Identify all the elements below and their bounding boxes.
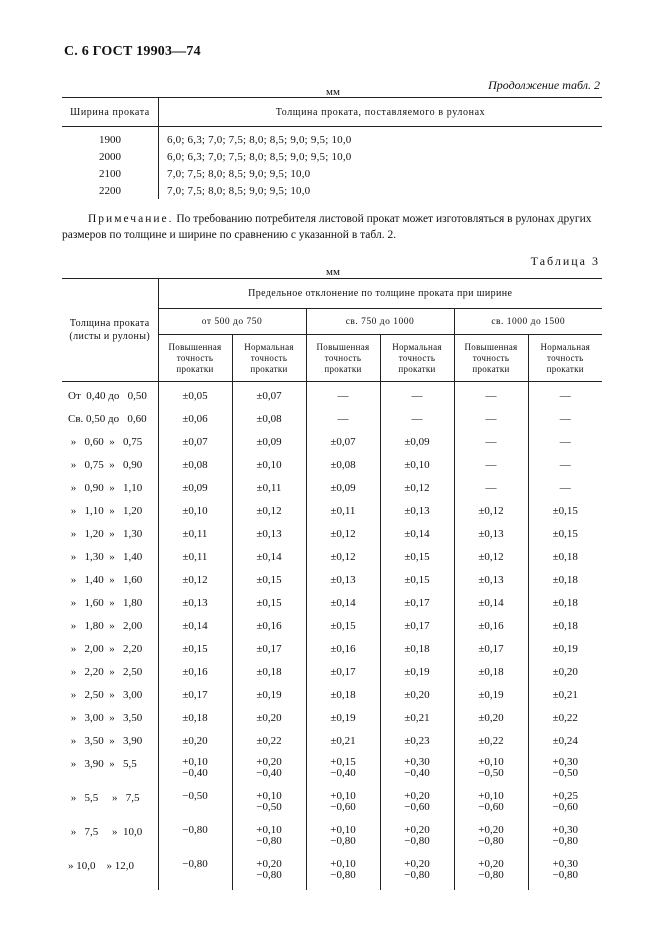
deviation-cell: ±0,21 xyxy=(552,689,578,701)
table3-header-row-1 xyxy=(62,279,602,309)
thickness-cell: » 2,20 » 2,50 xyxy=(62,662,158,685)
table2-thickness-cell: 6,0; 6,3; 7,0; 7,5; 8,0; 8,5; 9,0; 9,5; 10,0 xyxy=(167,133,352,146)
deviation-cell: ±0,15 xyxy=(552,505,578,517)
thickness-cell: » 1,10 » 1,20 xyxy=(62,501,158,524)
thickness-cell: » 1,30 » 1,40 xyxy=(62,547,158,570)
deviation-cell: ±0,14 xyxy=(232,547,306,570)
table-row xyxy=(62,182,602,199)
table3-max-deviation-header: Предельное отклонение по толщине проката при ширине xyxy=(158,279,602,309)
table3-subheader-normal: Нормальная точность прокатки xyxy=(528,335,602,382)
deviation-cell: +0,20 −0,40 xyxy=(232,754,306,788)
deviation-cell: — xyxy=(559,436,571,448)
deviation-cell: ±0,17 xyxy=(380,616,454,639)
note-text: По требованию потребителя листовой прокат может изготовляться в рулонах других размеров по толщине и ширине по сравнению с указанной в табл. 2. xyxy=(62,213,592,241)
table-row xyxy=(62,662,602,685)
deviation-cell: ±0,18 xyxy=(380,639,454,662)
deviation-cell: ±0,21 xyxy=(380,708,454,731)
table-row xyxy=(62,639,602,662)
table3-range-header: от 500 до 750 xyxy=(158,309,306,335)
table2 xyxy=(62,97,602,199)
deviation-cell: +0,30 −0,50 xyxy=(552,756,578,779)
table-row xyxy=(62,685,602,708)
table-row xyxy=(62,409,602,432)
deviation-cell: ±0,17 xyxy=(380,593,454,616)
table-row xyxy=(62,731,602,754)
deviation-cell: +0,10 −0,80 xyxy=(306,822,380,856)
deviation-cell: ±0,19 xyxy=(380,662,454,685)
deviation-cell: — xyxy=(559,413,571,425)
deviation-cell: ±0,22 xyxy=(232,731,306,754)
thickness-cell: » 1,80 » 2,00 xyxy=(62,616,158,639)
table3-range-header: св. 1000 до 1500 xyxy=(454,309,602,335)
deviation-cell: ±0,13 xyxy=(380,501,454,524)
deviation-cell: ±0,19 xyxy=(232,685,306,708)
deviation-cell: ±0,14 xyxy=(158,616,232,639)
thickness-cell: » 5,5 » 7,5 xyxy=(62,788,158,822)
deviation-cell: ±0,07 xyxy=(232,386,306,409)
thickness-cell: » 2,00 » 2,20 xyxy=(62,639,158,662)
deviation-cell: +0,10 −0,50 xyxy=(232,788,306,822)
deviation-cell: ±0,16 xyxy=(306,639,380,662)
deviation-cell: — xyxy=(306,409,380,432)
table3-title: Таблица 3 xyxy=(530,254,600,268)
deviation-cell: ±0,12 xyxy=(454,501,528,524)
deviation-cell: — xyxy=(454,432,528,455)
deviation-cell: +0,30 −0,80 xyxy=(552,858,578,881)
table-row xyxy=(62,524,602,547)
deviation-cell: ±0,18 xyxy=(232,662,306,685)
deviation-cell: ±0,07 xyxy=(158,432,232,455)
deviation-cell: ±0,19 xyxy=(454,685,528,708)
deviation-cell: ±0,20 xyxy=(380,685,454,708)
deviation-cell: ±0,09 xyxy=(158,478,232,501)
table2-width-cell: 2100 xyxy=(62,165,159,182)
thickness-cell: » 7,5 » 10,0 xyxy=(62,822,158,856)
deviation-cell: +0,15 −0,40 xyxy=(306,754,380,788)
deviation-cell: ±0,08 xyxy=(158,455,232,478)
page-title: С. 6 ГОСТ 19903—74 xyxy=(64,44,201,59)
deviation-cell: ±0,19 xyxy=(552,643,578,655)
deviation-cell: ±0,15 xyxy=(552,528,578,540)
table2-thickness-cell: 7,0; 7,5; 8,0; 8,5; 9,0; 9,5; 10,0 xyxy=(167,167,311,180)
deviation-cell: ±0,18 xyxy=(552,551,578,563)
deviation-cell: ±0,15 xyxy=(158,639,232,662)
thickness-cell: » 3,90 » 5,5 xyxy=(62,754,158,788)
table2-width-cell: 2000 xyxy=(62,148,159,165)
table-row xyxy=(62,455,602,478)
table2-thickness-cell: 6,0; 6,3; 7,0; 7,5; 8,0; 8,5; 9,0; 9,5; 10,0 xyxy=(167,150,352,163)
table-row xyxy=(62,501,602,524)
table-row xyxy=(62,856,602,890)
deviation-cell: ±0,20 xyxy=(552,666,578,678)
unit-label-table2: мм xyxy=(326,86,340,98)
thickness-cell: » 2,50 » 3,00 xyxy=(62,685,158,708)
deviation-cell: — xyxy=(454,409,528,432)
table2-body xyxy=(62,127,602,200)
table-row xyxy=(62,708,602,731)
table2-header-thickness: Толщина проката, поставляемого в рулонах xyxy=(159,98,603,127)
deviation-cell: — xyxy=(380,409,454,432)
deviation-cell: ±0,15 xyxy=(232,570,306,593)
deviation-cell: ±0,18 xyxy=(552,597,578,609)
table-row xyxy=(62,386,602,409)
deviation-cell: ±0,13 xyxy=(232,524,306,547)
note-label: Примечание. xyxy=(88,213,174,225)
deviation-cell: +0,10 −0,80 xyxy=(232,822,306,856)
table3 xyxy=(62,278,602,890)
thickness-cell: » 0,90 » 1,10 xyxy=(62,478,158,501)
table-row xyxy=(62,127,602,149)
thickness-cell: » 1,40 » 1,60 xyxy=(62,570,158,593)
deviation-cell: ±0,08 xyxy=(306,455,380,478)
note xyxy=(62,211,602,243)
deviation-cell: ±0,12 xyxy=(232,501,306,524)
table-row xyxy=(62,754,602,788)
deviation-cell: ±0,19 xyxy=(306,708,380,731)
deviation-cell: ±0,18 xyxy=(306,685,380,708)
deviation-cell: ±0,20 xyxy=(454,708,528,731)
deviation-cell: ±0,14 xyxy=(454,593,528,616)
deviation-cell: +0,25 −0,60 xyxy=(552,790,578,813)
deviation-cell: ±0,15 xyxy=(232,593,306,616)
table3-subheader-increased: Повышенная точность прокатки xyxy=(454,335,528,382)
deviation-cell: ±0,14 xyxy=(380,524,454,547)
table3-range-header: св. 750 до 1000 xyxy=(306,309,454,335)
deviation-cell: — xyxy=(454,455,528,478)
thickness-cell: » 1,20 » 1,30 xyxy=(62,524,158,547)
deviation-cell: ±0,15 xyxy=(380,547,454,570)
thickness-cell: От 0,40 до 0,50 xyxy=(62,386,158,409)
deviation-cell: ±0,12 xyxy=(454,547,528,570)
deviation-cell: — xyxy=(454,478,528,501)
deviation-cell: ±0,15 xyxy=(306,616,380,639)
deviation-cell: — xyxy=(454,386,528,409)
deviation-cell: — xyxy=(380,386,454,409)
deviation-cell: −0,80 xyxy=(158,856,232,890)
table-row xyxy=(62,547,602,570)
deviation-cell: ±0,16 xyxy=(158,662,232,685)
deviation-cell: ±0,10 xyxy=(158,501,232,524)
deviation-cell: ±0,07 xyxy=(306,432,380,455)
deviation-cell: ±0,18 xyxy=(454,662,528,685)
table-row xyxy=(62,616,602,639)
table-row xyxy=(62,148,602,165)
table-row xyxy=(62,570,602,593)
deviation-cell: ±0,09 xyxy=(380,432,454,455)
deviation-cell: +0,20 −0,80 xyxy=(380,856,454,890)
deviation-cell: ±0,22 xyxy=(552,712,578,724)
deviation-cell: ±0,20 xyxy=(158,731,232,754)
table3-subheader-normal: Нормальная точность прокатки xyxy=(380,335,454,382)
thickness-cell: » 3,50 » 3,90 xyxy=(62,731,158,754)
deviation-cell: +0,10 −0,40 xyxy=(158,754,232,788)
thickness-cell: » 0,60 » 0,75 xyxy=(62,432,158,455)
thickness-cell: » 3,00 » 3,50 xyxy=(62,708,158,731)
deviation-cell: ±0,10 xyxy=(380,455,454,478)
deviation-cell: ±0,21 xyxy=(306,731,380,754)
table2-width-cell: 2200 xyxy=(62,182,159,199)
deviation-cell: ±0,05 xyxy=(158,386,232,409)
deviation-cell: +0,20 −0,80 xyxy=(232,856,306,890)
deviation-cell: ±0,11 xyxy=(158,524,232,547)
deviation-cell: ±0,12 xyxy=(158,570,232,593)
table2-thickness-cell: 7,0; 7,5; 8,0; 8,5; 9,0; 9,5; 10,0 xyxy=(167,184,311,197)
deviation-cell: ±0,11 xyxy=(306,501,380,524)
deviation-cell: ±0,20 xyxy=(232,708,306,731)
table-row xyxy=(62,593,602,616)
deviation-cell: — xyxy=(559,482,571,494)
deviation-cell: +0,10 −0,60 xyxy=(306,788,380,822)
table3-subheader-increased: Повышенная точность прокатки xyxy=(158,335,232,382)
deviation-cell: ±0,13 xyxy=(306,570,380,593)
deviation-cell: ±0,17 xyxy=(306,662,380,685)
deviation-cell: ±0,22 xyxy=(454,731,528,754)
table3-subheader-increased: Повышенная точность прокатки xyxy=(306,335,380,382)
deviation-cell: — xyxy=(559,459,571,471)
deviation-cell: ±0,11 xyxy=(158,547,232,570)
table-row xyxy=(62,478,602,501)
table3-subheader-normal: Нормальная точность прокатки xyxy=(232,335,306,382)
table2-header-width: Ширина проката xyxy=(62,98,159,127)
deviation-cell: +0,20 −0,80 xyxy=(380,822,454,856)
deviation-cell: +0,10 −0,60 xyxy=(454,788,528,822)
deviation-cell: +0,10 −0,50 xyxy=(454,754,528,788)
deviation-cell: ±0,08 xyxy=(232,409,306,432)
deviation-cell: — xyxy=(306,386,380,409)
deviation-cell: ±0,09 xyxy=(306,478,380,501)
deviation-cell: ±0,24 xyxy=(552,735,578,747)
deviation-cell: ±0,12 xyxy=(380,478,454,501)
deviation-cell: +0,20 −0,80 xyxy=(454,822,528,856)
deviation-cell: −0,80 xyxy=(158,822,232,856)
thickness-cell: » 1,60 » 1,80 xyxy=(62,593,158,616)
deviation-cell: ±0,11 xyxy=(232,478,306,501)
table3-thickness-header: Толщина проката (листы и рулоны) xyxy=(62,279,158,382)
deviation-cell: ±0,15 xyxy=(380,570,454,593)
table-row xyxy=(62,788,602,822)
deviation-cell: ±0,13 xyxy=(454,570,528,593)
deviation-cell: ±0,12 xyxy=(306,547,380,570)
deviation-cell: +0,20 −0,80 xyxy=(454,856,528,890)
deviation-cell: ±0,17 xyxy=(232,639,306,662)
deviation-cell: ±0,10 xyxy=(232,455,306,478)
thickness-cell: Св. 0,50 до 0,60 xyxy=(62,409,158,432)
thickness-cell: » 0,75 » 0,90 xyxy=(62,455,158,478)
table3-body xyxy=(62,382,602,891)
deviation-cell: — xyxy=(559,390,571,402)
deviation-cell: ±0,16 xyxy=(454,616,528,639)
deviation-cell: ±0,18 xyxy=(552,574,578,586)
table-row xyxy=(62,432,602,455)
deviation-cell: ±0,13 xyxy=(158,593,232,616)
deviation-cell: +0,20 −0,60 xyxy=(380,788,454,822)
deviation-cell: +0,10 −0,80 xyxy=(306,856,380,890)
deviation-cell: ±0,16 xyxy=(232,616,306,639)
table2-header-row xyxy=(62,98,602,127)
table-row xyxy=(62,822,602,856)
deviation-cell: ±0,09 xyxy=(232,432,306,455)
deviation-cell: +0,30 −0,80 xyxy=(552,824,578,847)
table-row xyxy=(62,165,602,182)
table2-width-cell: 1900 xyxy=(62,127,159,149)
table2-continuation-label: Продолжение табл. 2 xyxy=(488,78,600,92)
deviation-cell: ±0,12 xyxy=(306,524,380,547)
deviation-cell: −0,50 xyxy=(158,788,232,822)
deviation-cell: ±0,23 xyxy=(380,731,454,754)
deviation-cell: ±0,13 xyxy=(454,524,528,547)
deviation-cell: ±0,17 xyxy=(454,639,528,662)
deviation-cell: ±0,17 xyxy=(158,685,232,708)
deviation-cell: ±0,14 xyxy=(306,593,380,616)
deviation-cell: ±0,06 xyxy=(158,409,232,432)
unit-label-table3: мм xyxy=(326,266,340,278)
deviation-cell: ±0,18 xyxy=(158,708,232,731)
deviation-cell: +0,30 −0,40 xyxy=(380,754,454,788)
deviation-cell: ±0,18 xyxy=(552,620,578,632)
thickness-cell: » 10,0 » 12,0 xyxy=(62,856,158,890)
